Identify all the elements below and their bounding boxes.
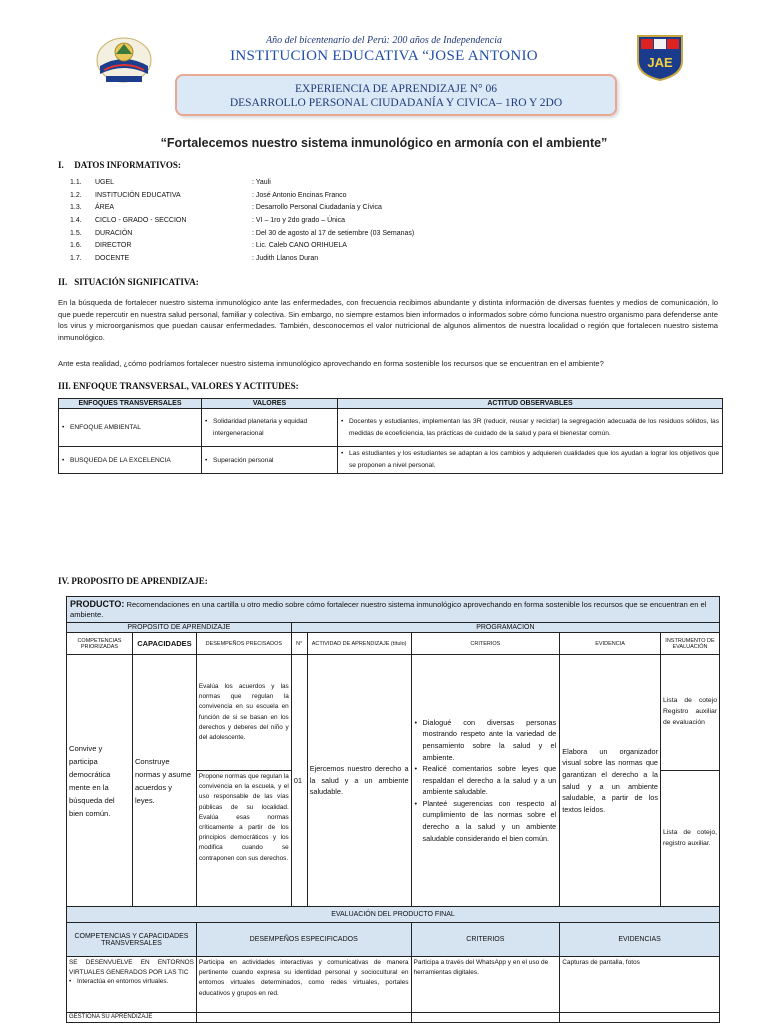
- info-row: [70, 214, 552, 227]
- experience-box: [175, 74, 617, 116]
- table-row: [59, 409, 723, 447]
- valor-text: • Solidaridad planetaria y equidad intergeneracional: [205, 416, 334, 440]
- info-value: : Lic. Caleb CANO ORIHUELA: [252, 242, 347, 250]
- col-competencias: COMPETENCIAS PRIORIZADAS: [67, 633, 133, 655]
- product-cell: [67, 597, 720, 623]
- info-row: [70, 239, 552, 252]
- info-label: DIRECTOR: [95, 242, 132, 250]
- info-number: 1.1.: [70, 178, 82, 186]
- criterios-cell: [411, 655, 560, 907]
- col-desempenos: DESEMPEÑOS PRECISADOS: [196, 633, 291, 655]
- activity-number: 01: [291, 655, 307, 907]
- enfoque-text: • BUSQUEDA DE LA EXCELENCIA: [62, 457, 198, 464]
- situation-paragraph: En la búsqueda de fortalecer nuestro sistema inmunológico ante las enfermedades, con frecuencia recibimos abundante y distinta información de diversas fuentes y medios de comunicación, lo que puede repercutir en nuestra salud personal, familiar y colectiva. Sin embargo, no siempre estamos bien informados o informados sobre cómo funciona nuestro organismo para defenderse ante los virus y microorganismos que puedan causar enfermedades. También, desconocemos el valor nutricional de algunos alimentos de nuestra localidad o región que fortalecen nuestro sistema inmunológico.: [58, 298, 718, 343]
- activity-title: Ejercemos nuestro derecho a la salud y a un ambiente saludable.: [307, 655, 411, 907]
- instrumento-cell: Lista de cotejo, registro auxiliar.: [661, 771, 720, 907]
- valor-cell: [202, 409, 338, 447]
- eval-evidencia-cell: Capturas de pantalla, fotos: [560, 957, 720, 1013]
- capacidad-cell: Construye normas y asume acuerdos y leyes.: [132, 655, 196, 907]
- col-criterios: CRITERIOS: [411, 633, 560, 655]
- actitud-cell: [338, 409, 723, 447]
- actitud-cell: [338, 447, 723, 474]
- actitud-text: • Docentes y estudiantes, implementan las 3R (reducir, reusar y reciclar) la segregación adecuada de los residuos sólidos, las medidas de ecoeficiencia, las prácticas de cuidado de la salud y para el bienestar común.: [341, 416, 719, 440]
- section-3-heading: III. ENFOQUE TRANSVERSAL, VALORES Y ACTITUDES:: [58, 381, 299, 391]
- enfoque-cell: [59, 447, 202, 474]
- info-row: [70, 176, 552, 189]
- section-2-heading: [58, 277, 199, 287]
- info-label: ÁREA: [95, 204, 115, 212]
- eval-criterio-cell: Participa a través del WhatsApp y en el uso de herramientas digitales.: [411, 957, 560, 1013]
- eval-col-evidencias: EVIDENCIAS: [560, 923, 720, 957]
- eval-competencia: SE DESENVUELVE EN ENTORNOS VIRTUALES GENERADOS POR LAS TIC: [69, 959, 194, 976]
- instrumento-cell: Lista de cotejo Registro auxiliar de evaluación: [661, 655, 720, 771]
- criterio-item: • Planteé sugerencias con respecto al cumplimiento de las normas sobre el derecho a la salud y un ambiente saludable considerando el bien común.: [415, 798, 557, 844]
- info-value: : Desarrollo Personal Ciudadanía y Cívica: [252, 204, 382, 212]
- situation-question: Ante esta realidad, ¿cómo podríamos fortalecer nuestro sistema inmunológico aprovechando en forma sostenible los recursos que se encuentran en el ambiente?: [58, 359, 604, 368]
- info-list: [70, 176, 552, 265]
- criterio-item: • Dialogué con diversas personas mostrando respeto ante la variedad de pensamiento sobre la salud y el ambiente.: [415, 717, 557, 763]
- info-value: : Judith Llanos Duran: [252, 254, 319, 262]
- info-label: INSTITUCIÓN EDUCATIVA: [95, 191, 181, 199]
- jae-logo: [635, 33, 685, 81]
- info-row: [70, 227, 552, 240]
- purpose-table: [66, 596, 720, 1023]
- evidencia-cell: Elabora un organizador visual sobre las normas que garantizan el derecho a la salud y a un ambiente saludable, a partir de los textos leídos.: [560, 655, 661, 907]
- transversal-table: [58, 398, 723, 474]
- proposito-header: PROPOSITO DE APRENDIZAJE: [67, 623, 292, 633]
- section-1-number: I.: [58, 160, 64, 170]
- info-number: 1.7.: [70, 254, 82, 262]
- section-2-number: II.: [58, 277, 68, 287]
- info-number: 1.3.: [70, 204, 82, 212]
- eval-competencia-item: • Interactúa en entornos virtuales.: [69, 977, 194, 987]
- programacion-header: PROGRAMACIÓN: [291, 623, 719, 633]
- info-value: : Del 30 de agosto al 17 de setiembre (03 Semanas): [252, 229, 415, 237]
- experience-number: EXPERIENCIA DE APRENDIZAJE N° 06: [294, 83, 497, 95]
- col-capacidades: CAPACIDADES: [132, 633, 196, 655]
- info-value: : VI – 1ro y 2do grado – Única: [252, 216, 345, 224]
- desempeno-cell: Evalúa los acuerdos y las normas que regulan la convivencia en su escuela en función de si se basan en los derechos y deberes del niño y del adolescente.: [196, 655, 291, 771]
- eval-col-criterios: CRITERIOS: [411, 923, 560, 957]
- last-row-cell: GESTIONA SU APRENDIZAJE: [67, 1013, 197, 1023]
- valor-text: • Superación personal: [205, 457, 334, 464]
- col-actitudes: ACTITUD OBSERVABLES: [338, 399, 723, 409]
- criterio-item: • Realicé comentarios sobre leyes que respaldan el derecho a la salud y a un ambiente saludable.: [415, 763, 557, 798]
- info-number: 1.4.: [70, 216, 82, 224]
- section-1-heading: [58, 160, 181, 170]
- institution-name: INSTITUCION EDUCATIVA “JOSE ANTONIO: [230, 48, 538, 64]
- table-row: [59, 447, 723, 474]
- col-instrumento: INSTRUMENTO DE EVALUACIÓN: [661, 633, 720, 655]
- actitud-text: • Las estudiantes y los estudiantes se adaptan a los cambios y adquieren cualidades que los ayudan a lograr los objetivos que se proponen a nivel personal.: [341, 448, 719, 472]
- info-label: UGEL: [95, 178, 115, 186]
- enfoque-text: • ENFOQUE AMBIENTAL: [62, 424, 198, 431]
- product-label: PRODUCTO:: [70, 599, 125, 609]
- section-4-heading: IV. PROPOSITO DE APRENDIZAJE:: [58, 576, 208, 586]
- info-row: [70, 252, 552, 265]
- info-value: : Yauli: [252, 178, 271, 186]
- valor-cell: [202, 447, 338, 474]
- col-actividad: ACTIVIDAD DE APRENDIZAJE (título): [307, 633, 411, 655]
- info-label: DURACIÓN: [95, 229, 133, 237]
- enfoque-cell: [59, 409, 202, 447]
- product-text: Recomendaciones en una cartilla u otro medio sobre cómo fortalecer nuestro sistema inmunológico aprovechando en forma sostenible los recursos que se encuentran en el ambiente.: [70, 600, 707, 619]
- col-valores: VALORES: [202, 399, 338, 409]
- jae-logo-text: JAE: [647, 55, 673, 70]
- bicentenary-line: Año del bicentenario del Perú: 200 años de Independencia: [265, 35, 503, 46]
- section-2-title: SITUACIÓN SIGNIFICATIVA:: [74, 277, 199, 287]
- desempeno-cell: Propone normas que regulan la convivencia en la escuela, y el uso responsable de las vías públicas de su localidad. Evalúa esas normas críticamente a partir de los principios democráticos y los modifica cuando se contraponen con sus derechos.: [196, 771, 291, 907]
- col-evidencia: EVIDENCIA: [560, 633, 661, 655]
- info-number: 1.2.: [70, 191, 82, 199]
- page-title: “Fortalecemos nuestro sistema inmunológico en armonía con el ambiente”: [160, 136, 608, 150]
- section-1-title: DATOS INFORMATIVOS:: [74, 160, 181, 170]
- info-label: DOCENTE: [95, 254, 130, 262]
- evaluacion-header: EVALUACIÓN DEL PRODUCTO FINAL: [67, 907, 720, 923]
- info-value: : José Antonio Encinas Franco: [252, 191, 347, 199]
- experience-area: DESARROLLO PERSONAL CIUDADANÍA Y CIVICA– 1RO Y 2DO: [229, 97, 563, 109]
- info-row: [70, 201, 552, 214]
- info-number: 1.6.: [70, 242, 82, 250]
- col-enfoques: ENFOQUES TRANSVERSALES: [59, 399, 202, 409]
- competencia-cell: Convive y participa democrática mente en la búsqueda del bien común.: [67, 655, 133, 907]
- info-label: CICLO - GRADO - SECCION: [95, 216, 187, 224]
- eval-col-competencias: COMPETENCIAS Y CAPACIDADES TRANSVERSALES: [67, 923, 197, 957]
- info-row: [70, 189, 552, 202]
- info-number: 1.5.: [70, 229, 82, 237]
- eval-col-desempenos: DESEMPEÑOS ESPECIFICADOS: [196, 923, 411, 957]
- eval-desempeno-cell: Participa en actividades interactivas y comunicativas de manera pertinente cuando expresa su identidad personal y sociocultural en entornos virtuales determinados, como redes virtuales, portales educativos y grupos en red.: [196, 957, 411, 1013]
- eval-competencia-cell: [67, 957, 197, 1013]
- col-n: N°: [291, 633, 307, 655]
